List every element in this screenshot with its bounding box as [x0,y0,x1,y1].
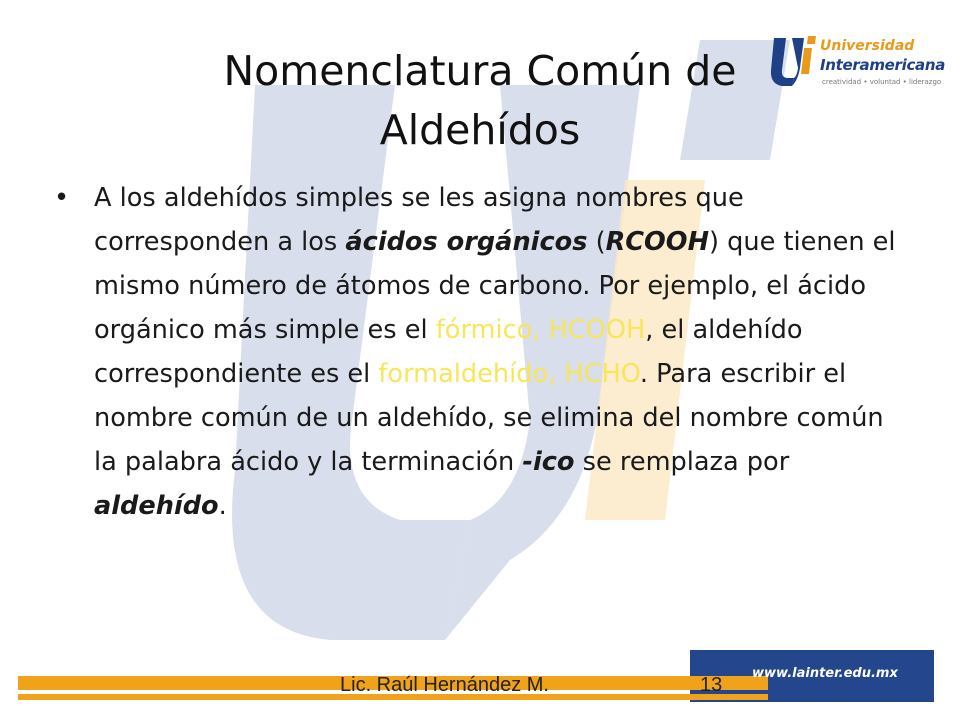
text-segment: ) que tienen el mismo número de átomos de carbono. Por ejemplo, el ácido orgánico más simple es el [94,227,896,345]
university-logo [764,28,954,98]
text-segment: A los aldehídos simples se les asigna nombres que corresponden a los [94,183,744,257]
logo-tagline: creatividad • voluntad • liderazgo [822,78,942,86]
footer-url[interactable]: www.lainter.edu.mx [752,666,898,681]
title-line-2: Aldehídos [379,106,581,154]
emphasis-ico: -ico [522,447,575,477]
text-segment: ( [587,227,606,257]
text-segment: . Para escribir el nombre común de un aldehído, se elimina del nombre común la palabra ácido y la terminación [94,359,884,477]
bullet-paragraph [54,176,902,528]
title-line-1: Nomenclatura Común de [223,47,737,95]
footer-author: Lic. Raúl Hernández M. [340,674,549,696]
emphasis-aldehido: aldehído [94,491,219,521]
page-number: 13 [700,674,723,696]
text-segment: se remplaza por [574,447,790,477]
highlight-formico: fórmico, HCOOH [435,315,646,345]
emphasis-rcooh: RCOOH [605,227,709,257]
text-segment: , el aldehído correspondiente es el [94,315,803,389]
logo-name-line-1: Universidad [820,38,915,54]
text-segment: . [218,491,227,521]
emphasis-acidos-organicos: ácidos orgánicos [345,227,588,257]
highlight-formaldehido: formaldehído, HCHO [378,359,640,389]
logo-name-line-2: Interamericana [820,56,946,74]
bullet-marker: • [54,183,70,213]
slide-title [150,42,810,160]
university-emblem-icon [764,34,820,90]
